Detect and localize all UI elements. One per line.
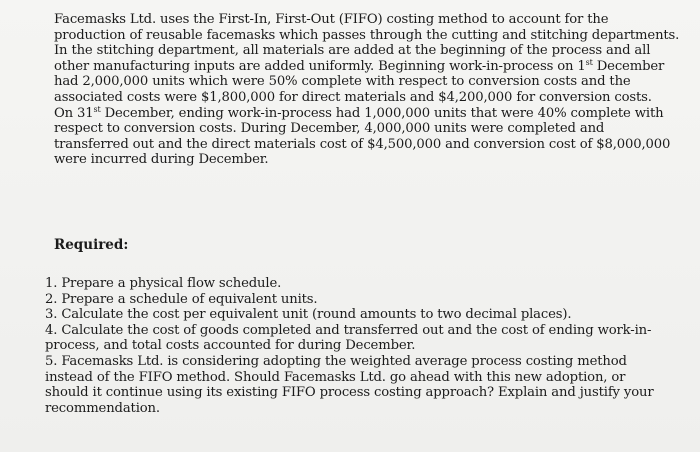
required-heading: Required: bbox=[54, 237, 129, 253]
statement-line: Facemasks Ltd. uses the First-In, First-Out (FIFO) costing method to account for the bbox=[54, 12, 609, 27]
ordinal-suffix: st bbox=[585, 57, 593, 67]
question-item: 1. Prepare a physical flow schedule. bbox=[45, 276, 282, 291]
statement-line: associated costs were $1,800,000 for direct materials and $4,200,000 for conversion costs. bbox=[54, 89, 652, 105]
question-item: 2. Prepare a schedule of equivalent units. bbox=[45, 291, 318, 307]
statement-line: respect to conversion costs. During December, 4,000,000 units were completed and bbox=[54, 121, 605, 137]
statement-line: On 31st December, ending work-in-process had 1,000,000 units that were 40% complete with bbox=[54, 104, 664, 121]
question-item: 5. Facemasks Ltd. is considering adopting the weighted average process costing method instead of the FIFO method. Should Facemasks Ltd. go ahead with this new adoption, or should it continue using its existing FIFO process costing approach? Explain and justify your recommendation. bbox=[45, 353, 654, 416]
statement-line: In the stitching department, all materials are added at the beginning of the process and all bbox=[54, 43, 651, 59]
statement-line: production of reusable facemasks which passes through the cutting and stitching departments. bbox=[54, 27, 680, 43]
question-list bbox=[45, 276, 695, 416]
problem-statement bbox=[54, 12, 694, 168]
question-item: 3. Calculate the cost per equivalent unit (round amounts to two decimal places). bbox=[45, 307, 572, 323]
statement-line: transferred out and the direct materials cost of $4,500,000 and conversion cost of $8,000,000 bbox=[54, 136, 671, 152]
statement-line: had 2,000,000 units which were 50% complete with respect to conversion costs and the bbox=[54, 74, 631, 90]
question-item: 4. Calculate the cost of goods completed and transferred out and the cost of ending work-in- process, and total costs accounted for during December. bbox=[45, 322, 652, 354]
statement-line: other manufacturing inputs are added uniformly. Beginning work-in-process on 1st December bbox=[54, 57, 665, 74]
statement-line: were incurred during December. bbox=[54, 152, 269, 168]
ordinal-suffix: st bbox=[93, 104, 101, 114]
